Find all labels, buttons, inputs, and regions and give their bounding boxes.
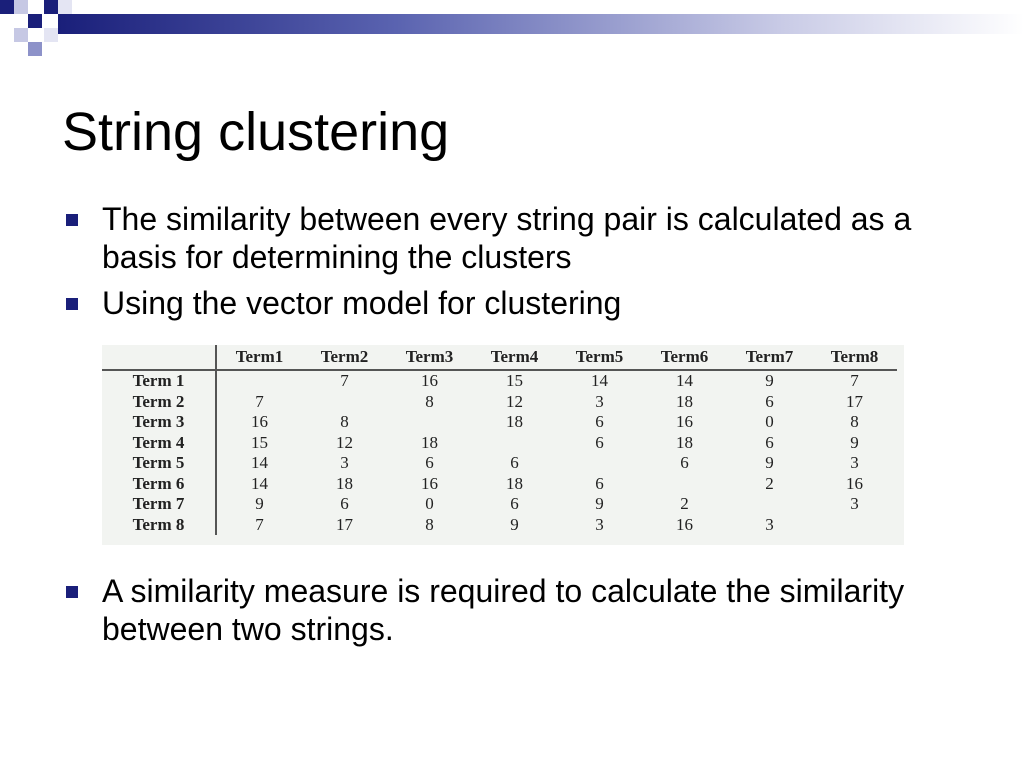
table-cell: 0 xyxy=(425,494,434,513)
table-cell: 8 xyxy=(340,412,349,431)
header-square xyxy=(58,0,72,14)
bullet-text: The similarity between every string pair is calculated as a basis for determining the clusters xyxy=(102,201,912,275)
header-square xyxy=(28,14,42,28)
similarity-matrix-table xyxy=(102,345,897,535)
table-cell: 3 xyxy=(340,453,349,472)
table-cell: 12 xyxy=(336,432,353,452)
table-cell: 2 xyxy=(680,494,689,513)
table-cell: 14 xyxy=(591,371,608,390)
bullet-square-icon xyxy=(66,214,78,226)
header-square xyxy=(14,28,28,42)
table-cell: 6 xyxy=(765,432,774,452)
table-cell: 3 xyxy=(595,391,604,411)
slide-title: String clustering xyxy=(62,102,450,162)
table-cell: 0 xyxy=(765,412,774,431)
row-header: Term 1 xyxy=(102,370,216,392)
column-header: Term3 xyxy=(405,347,454,366)
table-cell xyxy=(557,453,642,474)
table-cell xyxy=(302,392,387,413)
table-cell: 16 xyxy=(846,473,863,493)
table-cell xyxy=(812,515,897,536)
table-cell: 6 xyxy=(510,494,519,513)
row-header: Term 7 xyxy=(102,494,216,515)
table-cell: 6 xyxy=(510,453,519,472)
table-row xyxy=(102,433,897,454)
bullet-square-icon xyxy=(66,298,78,310)
table-row xyxy=(102,412,897,433)
table-cell: 3 xyxy=(595,514,604,534)
table-cell: 6 xyxy=(765,391,774,411)
row-header: Term 6 xyxy=(102,474,216,495)
table-cell xyxy=(472,433,557,454)
table-cell: 14 xyxy=(676,371,693,390)
row-header: Term 5 xyxy=(102,453,216,474)
row-header: Term 4 xyxy=(102,433,216,454)
table-cell xyxy=(642,474,727,495)
table-cell: 14 xyxy=(251,473,268,493)
table-cell: 18 xyxy=(506,473,523,493)
table-cell: 14 xyxy=(251,453,268,472)
table-cell: 18 xyxy=(421,432,438,452)
row-header: Term 3 xyxy=(102,412,216,433)
row-header: Term 8 xyxy=(102,515,216,536)
table-cell: 16 xyxy=(251,412,268,431)
bullet-list-top xyxy=(62,200,992,330)
table-cell: 9 xyxy=(595,494,604,513)
table-cell: 7 xyxy=(255,391,264,411)
column-header: Term5 xyxy=(575,347,624,366)
table-cell: 18 xyxy=(506,412,523,431)
table-cell: 9 xyxy=(765,453,774,472)
column-header: Term7 xyxy=(745,347,794,366)
table-cell: 3 xyxy=(850,453,859,472)
table-corner-cell xyxy=(102,345,216,370)
bullet-list-bottom xyxy=(62,572,992,656)
bullet-text: A similarity measure is required to calculate the similarity between two strings. xyxy=(102,573,905,647)
table-cell: 16 xyxy=(676,514,693,534)
table-cell: 2 xyxy=(765,473,774,493)
table-cell: 8 xyxy=(850,412,859,431)
table-cell: 6 xyxy=(680,453,689,472)
bullet-text: Using the vector model for clustering xyxy=(102,285,622,321)
header-square xyxy=(44,28,58,42)
table-row xyxy=(102,392,897,413)
header-square xyxy=(44,0,58,14)
table-cell: 8 xyxy=(425,514,434,534)
table-cell: 8 xyxy=(425,391,434,411)
table-cell xyxy=(727,494,812,515)
header-square xyxy=(28,42,42,56)
table-cell: 3 xyxy=(850,494,859,513)
header-square xyxy=(14,0,28,14)
table-cell: 9 xyxy=(850,432,859,452)
table-cell: 15 xyxy=(251,432,268,452)
header-square xyxy=(0,0,14,14)
table-cell: 6 xyxy=(595,432,604,452)
column-header: Term4 xyxy=(490,347,539,366)
bullet-item xyxy=(62,572,992,648)
table-cell xyxy=(216,370,302,392)
table-cell: 15 xyxy=(506,371,523,390)
bullet-item xyxy=(62,200,992,276)
table-cell: 16 xyxy=(676,412,693,431)
table-cell: 18 xyxy=(676,391,693,411)
column-header: Term8 xyxy=(830,347,879,366)
table-cell: 6 xyxy=(340,494,349,513)
table-cell xyxy=(387,412,472,433)
bullet-square-icon xyxy=(66,586,78,598)
table-cell: 17 xyxy=(846,391,863,411)
column-header: Term1 xyxy=(235,347,284,366)
column-header: Term2 xyxy=(320,347,369,366)
table-cell: 18 xyxy=(336,473,353,493)
table-cell: 18 xyxy=(676,432,693,452)
table-header-row xyxy=(102,345,897,370)
table-cell: 6 xyxy=(595,473,604,493)
table-cell: 7 xyxy=(340,371,349,390)
table-row xyxy=(102,494,897,515)
header-gradient-bar xyxy=(58,14,1024,34)
table-cell: 6 xyxy=(425,453,434,472)
table-row xyxy=(102,370,897,392)
bullet-item xyxy=(62,284,992,322)
table-cell: 7 xyxy=(850,371,859,390)
table-cell: 9 xyxy=(765,371,774,390)
table-cell: 16 xyxy=(421,473,438,493)
table-cell: 7 xyxy=(255,514,264,534)
table-row xyxy=(102,453,897,474)
row-header: Term 2 xyxy=(102,392,216,413)
table-cell: 9 xyxy=(255,494,264,513)
table-cell: 17 xyxy=(336,514,353,534)
table-cell: 6 xyxy=(595,412,604,431)
similarity-matrix-image xyxy=(102,345,904,545)
table-row xyxy=(102,515,897,536)
table-cell: 9 xyxy=(510,514,519,534)
column-header: Term6 xyxy=(660,347,709,366)
table-cell: 12 xyxy=(506,391,523,411)
table-cell: 16 xyxy=(421,371,438,390)
table-row xyxy=(102,474,897,495)
table-cell: 3 xyxy=(765,514,774,534)
